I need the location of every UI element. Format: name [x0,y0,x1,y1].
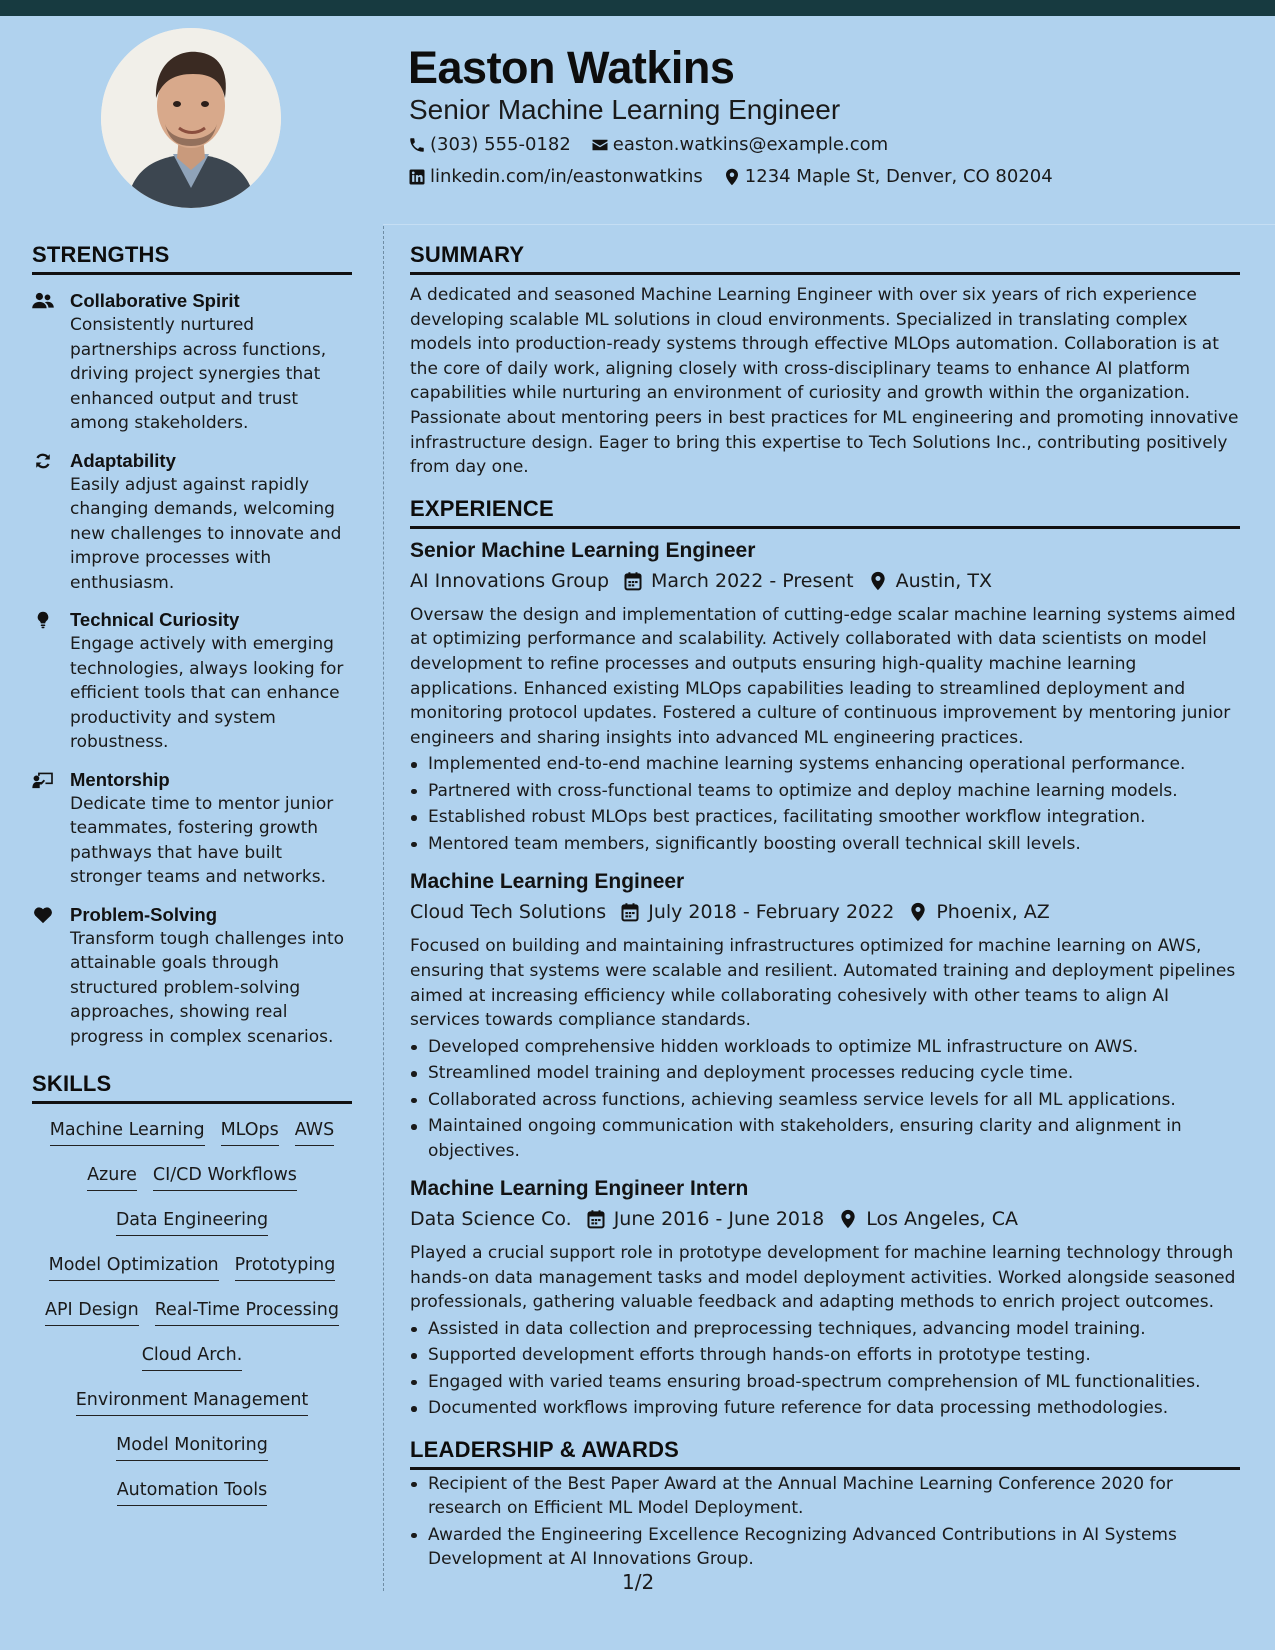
job-meta [410,1206,1240,1232]
chalkboard-teacher-icon [32,768,54,890]
envelope-icon [591,136,609,154]
job-dates: July 2018 - February 2022 [648,901,895,924]
skill-row [109,1478,276,1506]
email-contact[interactable] [591,134,888,155]
job-description: Played a crucial support role in prototype development for machine learning technology through hands-on data management tasks and model deployment activities. Worked alongside seasoned professionals, gathering valuable feedback and adapting methods to enrich project outcomes. [410,1243,1236,1313]
strength-item [32,289,352,436]
phone-number: (303) 555-0182 [430,134,571,155]
map-marker-icon [723,168,741,186]
linkedin-url: linkedin.com/in/eastonwatkins [430,166,703,187]
strength-item [32,608,352,755]
job-bullets [410,752,1240,856]
page-number: 1/2 [622,1570,655,1594]
header-rule [383,224,1275,225]
skill-row [134,1343,251,1371]
strength-description: Consistently nurtured partnerships across functions, driving project synergies that enhanced output and trust among stakeholders. [70,315,327,433]
skill-tag: CI/CD Workflows [153,1163,297,1191]
job-bullet: Documented workflows improving future reference for data processing methodologies. [428,1396,1240,1421]
leadership-list [410,1472,1240,1572]
right-column [410,242,1240,1572]
users-icon [32,289,54,436]
strength-item [32,903,352,1050]
job-bullets [410,1035,1240,1164]
skill-row [108,1433,276,1461]
skill-tag: Environment Management [76,1388,309,1416]
lightbulb-icon [32,608,54,755]
job-bullet: Established robust MLOps best practices, facilitating smoother workflow integration. [428,805,1240,830]
heart-icon [32,903,54,1050]
job-meta [410,568,1240,594]
job-description: Focused on building and maintaining infrastructures optimized for machine learning on AWS, ensuring that systems were scalable and resilient. Automated training and deployment pipelines aimed at increasing efficiency while collaborating cohesively with other teams to align AI services towards compliance standards. [410,936,1236,1031]
job-bullet: Developed comprehensive hidden workloads to optimize ML infrastructure on AWS. [428,1035,1240,1060]
job-company: Cloud Tech Solutions [410,901,607,924]
strength-description: Easily adjust against rapidly changing demands, welcoming new challenges to innovate and improve processes with enthusiasm. [70,474,342,593]
summary-heading: SUMMARY [410,242,1240,275]
job-bullet: Partnered with cross-functional teams to optimize and deploy machine learning models. [428,779,1240,804]
strength-item [32,449,352,596]
skill-row [108,1208,276,1236]
sync-icon [32,449,54,596]
job-entry [410,868,1240,1163]
job-company: AI Innovations Group [410,569,610,592]
calendar-icon [586,1209,606,1229]
job-bullet: Mentored team members, significantly boosting overall technical skill levels. [428,832,1240,857]
job-bullet: Supported development efforts through hands-on efforts in prototype testing. [428,1343,1240,1368]
strength-description: Dedicate time to mentor junior teammates, fostering growth pathways that have built stronger teams and networks. [70,793,334,887]
skill-tag: Automation Tools [117,1478,268,1506]
job-dates: June 2016 - June 2018 [613,1208,825,1231]
top-bar [0,0,1275,16]
leadership-heading: LEADERSHIP & AWARDS [410,1437,1240,1470]
job-meta [410,899,1240,925]
job-bullet: Implemented end-to-end machine learning systems enhancing operational performance. [428,752,1240,777]
map-marker-icon [838,1209,858,1229]
profile-photo [101,28,281,208]
job-location: Los Angeles, CA [866,1208,1019,1231]
strength-description: Engage actively with emerging technologies, always looking for efficient tools that can enhance productivity and system robustness. [70,634,344,752]
email-address: easton.watkins@example.com [612,134,889,155]
skill-tag: Cloud Arch. [142,1343,243,1371]
strength-title: Problem-Solving [70,903,217,925]
skill-tag: Model Optimization [49,1253,219,1281]
strengths-heading: STRENGTHS [32,242,352,275]
job-title: Machine Learning Engineer [410,870,685,894]
skill-tag: Azure [87,1163,137,1191]
skill-row [79,1163,305,1191]
column-divider [383,226,384,1591]
phone-contact[interactable] [408,134,571,155]
address-text: 1234 Maple St, Denver, CO 80204 [744,166,1053,187]
skill-tag: Prototyping [235,1253,336,1281]
skills-list [32,1118,352,1523]
job-dates: March 2022 - Present [651,569,854,592]
skill-row [41,1253,344,1281]
job-company: Data Science Co. [410,1208,572,1231]
award-item: Recipient of the Best Paper Award at the Annual Machine Learning Conference 2020 for research on Efficient ML Model Deployment. [428,1472,1240,1521]
skill-tag: AWS [295,1118,334,1146]
map-marker-icon [908,902,928,922]
calendar-icon [620,902,640,922]
skill-row [37,1298,347,1326]
skill-tag: MLOps [221,1118,279,1146]
skill-tag: Real-Time Processing [155,1298,339,1326]
job-entry [410,1175,1240,1421]
map-marker-icon [868,571,888,591]
job-location: Phoenix, AZ [936,901,1050,924]
skill-tag: Data Engineering [116,1208,268,1236]
job-bullet: Collaborated across functions, achieving seamless service levels for all ML applications. [428,1088,1240,1113]
award-item: Awarded the Engineering Excellence Recognizing Advanced Contributions in AI Systems Development at AI Innovations Group. [428,1523,1240,1572]
skill-tag: Machine Learning [50,1118,205,1146]
contact-row-1 [408,134,908,155]
skill-row [68,1388,317,1416]
strength-title: Mentorship [70,768,170,790]
job-entry [410,537,1240,857]
left-column [32,242,352,1523]
experience-heading: EXPERIENCE [410,496,1240,529]
strength-title: Collaborative Spirit [70,290,240,311]
job-bullet: Engaged with varied teams ensuring broad-spectrum comprehension of ML functionalities. [428,1370,1240,1395]
skills-heading: SKILLS [32,1071,352,1104]
skill-tag: API Design [45,1298,139,1326]
candidate-name: Easton Watkins [408,42,735,93]
contact-row-2 [408,166,1073,187]
phone-icon [408,136,426,154]
job-location: Austin, TX [895,569,992,592]
job-description: Oversaw the design and implementation of cutting-edge scalar machine learning systems aimed at optimizing performance and scalability. Actively collaborated with data scientists on model development to refine processes and outputs ensuring high-quality machine learning applications. Enhanced existing MLOps capabilities leading to streamlined deployment and monitoring protocol updates. Fostered a culture of continuous improvement by mentoring junior engineers and sharing insights into advanced ML engineering practices. [410,604,1236,748]
strength-item [32,768,352,890]
profile-photo-image [101,28,281,208]
candidate-headline: Senior Machine Learning Engineer [409,94,841,125]
strength-description: Transform tough challenges into attainable goals through structured problem-solving approaches, showing real progress in complex scenarios. [70,928,345,1047]
strength-title: Technical Curiosity [70,609,240,630]
job-title: Machine Learning Engineer Intern [410,1177,749,1201]
strength-title: Adaptability [70,449,176,471]
job-title: Senior Machine Learning Engineer [410,538,756,562]
skill-row [42,1118,342,1146]
linkedin-icon [408,168,426,186]
summary-text: A dedicated and seasoned Machine Learning Engineer with over six years of rich experience developing scalable ML solutions in cloud environments. Specialized in translating complex models into production-ready systems through effective MLOps automation. Collaboration is at the core of daily work, aligning closely with cross-disciplinary teams to enhance AI platform capabilities while nurturing an environment of curiosity and growth within the organization. Passionate about mentoring peers in best practices for ML engineering and promoting innovative infrastructure design. Eager to bring this expertise to Tech Solutions Inc., contributing positively from day one. [410,285,1239,478]
skill-tag: Model Monitoring [116,1433,268,1461]
address-contact [723,166,1053,187]
job-bullet: Maintained ongoing communication with stakeholders, ensuring clarity and alignment in objectives. [428,1114,1240,1163]
job-bullet: Assisted in data collection and preprocessing techniques, advancing model training. [428,1317,1240,1342]
job-bullet: Streamlined model training and deployment processes reducing cycle time. [428,1061,1240,1086]
job-bullets [410,1317,1240,1421]
calendar-icon [623,571,643,591]
linkedin-contact[interactable] [408,166,703,187]
